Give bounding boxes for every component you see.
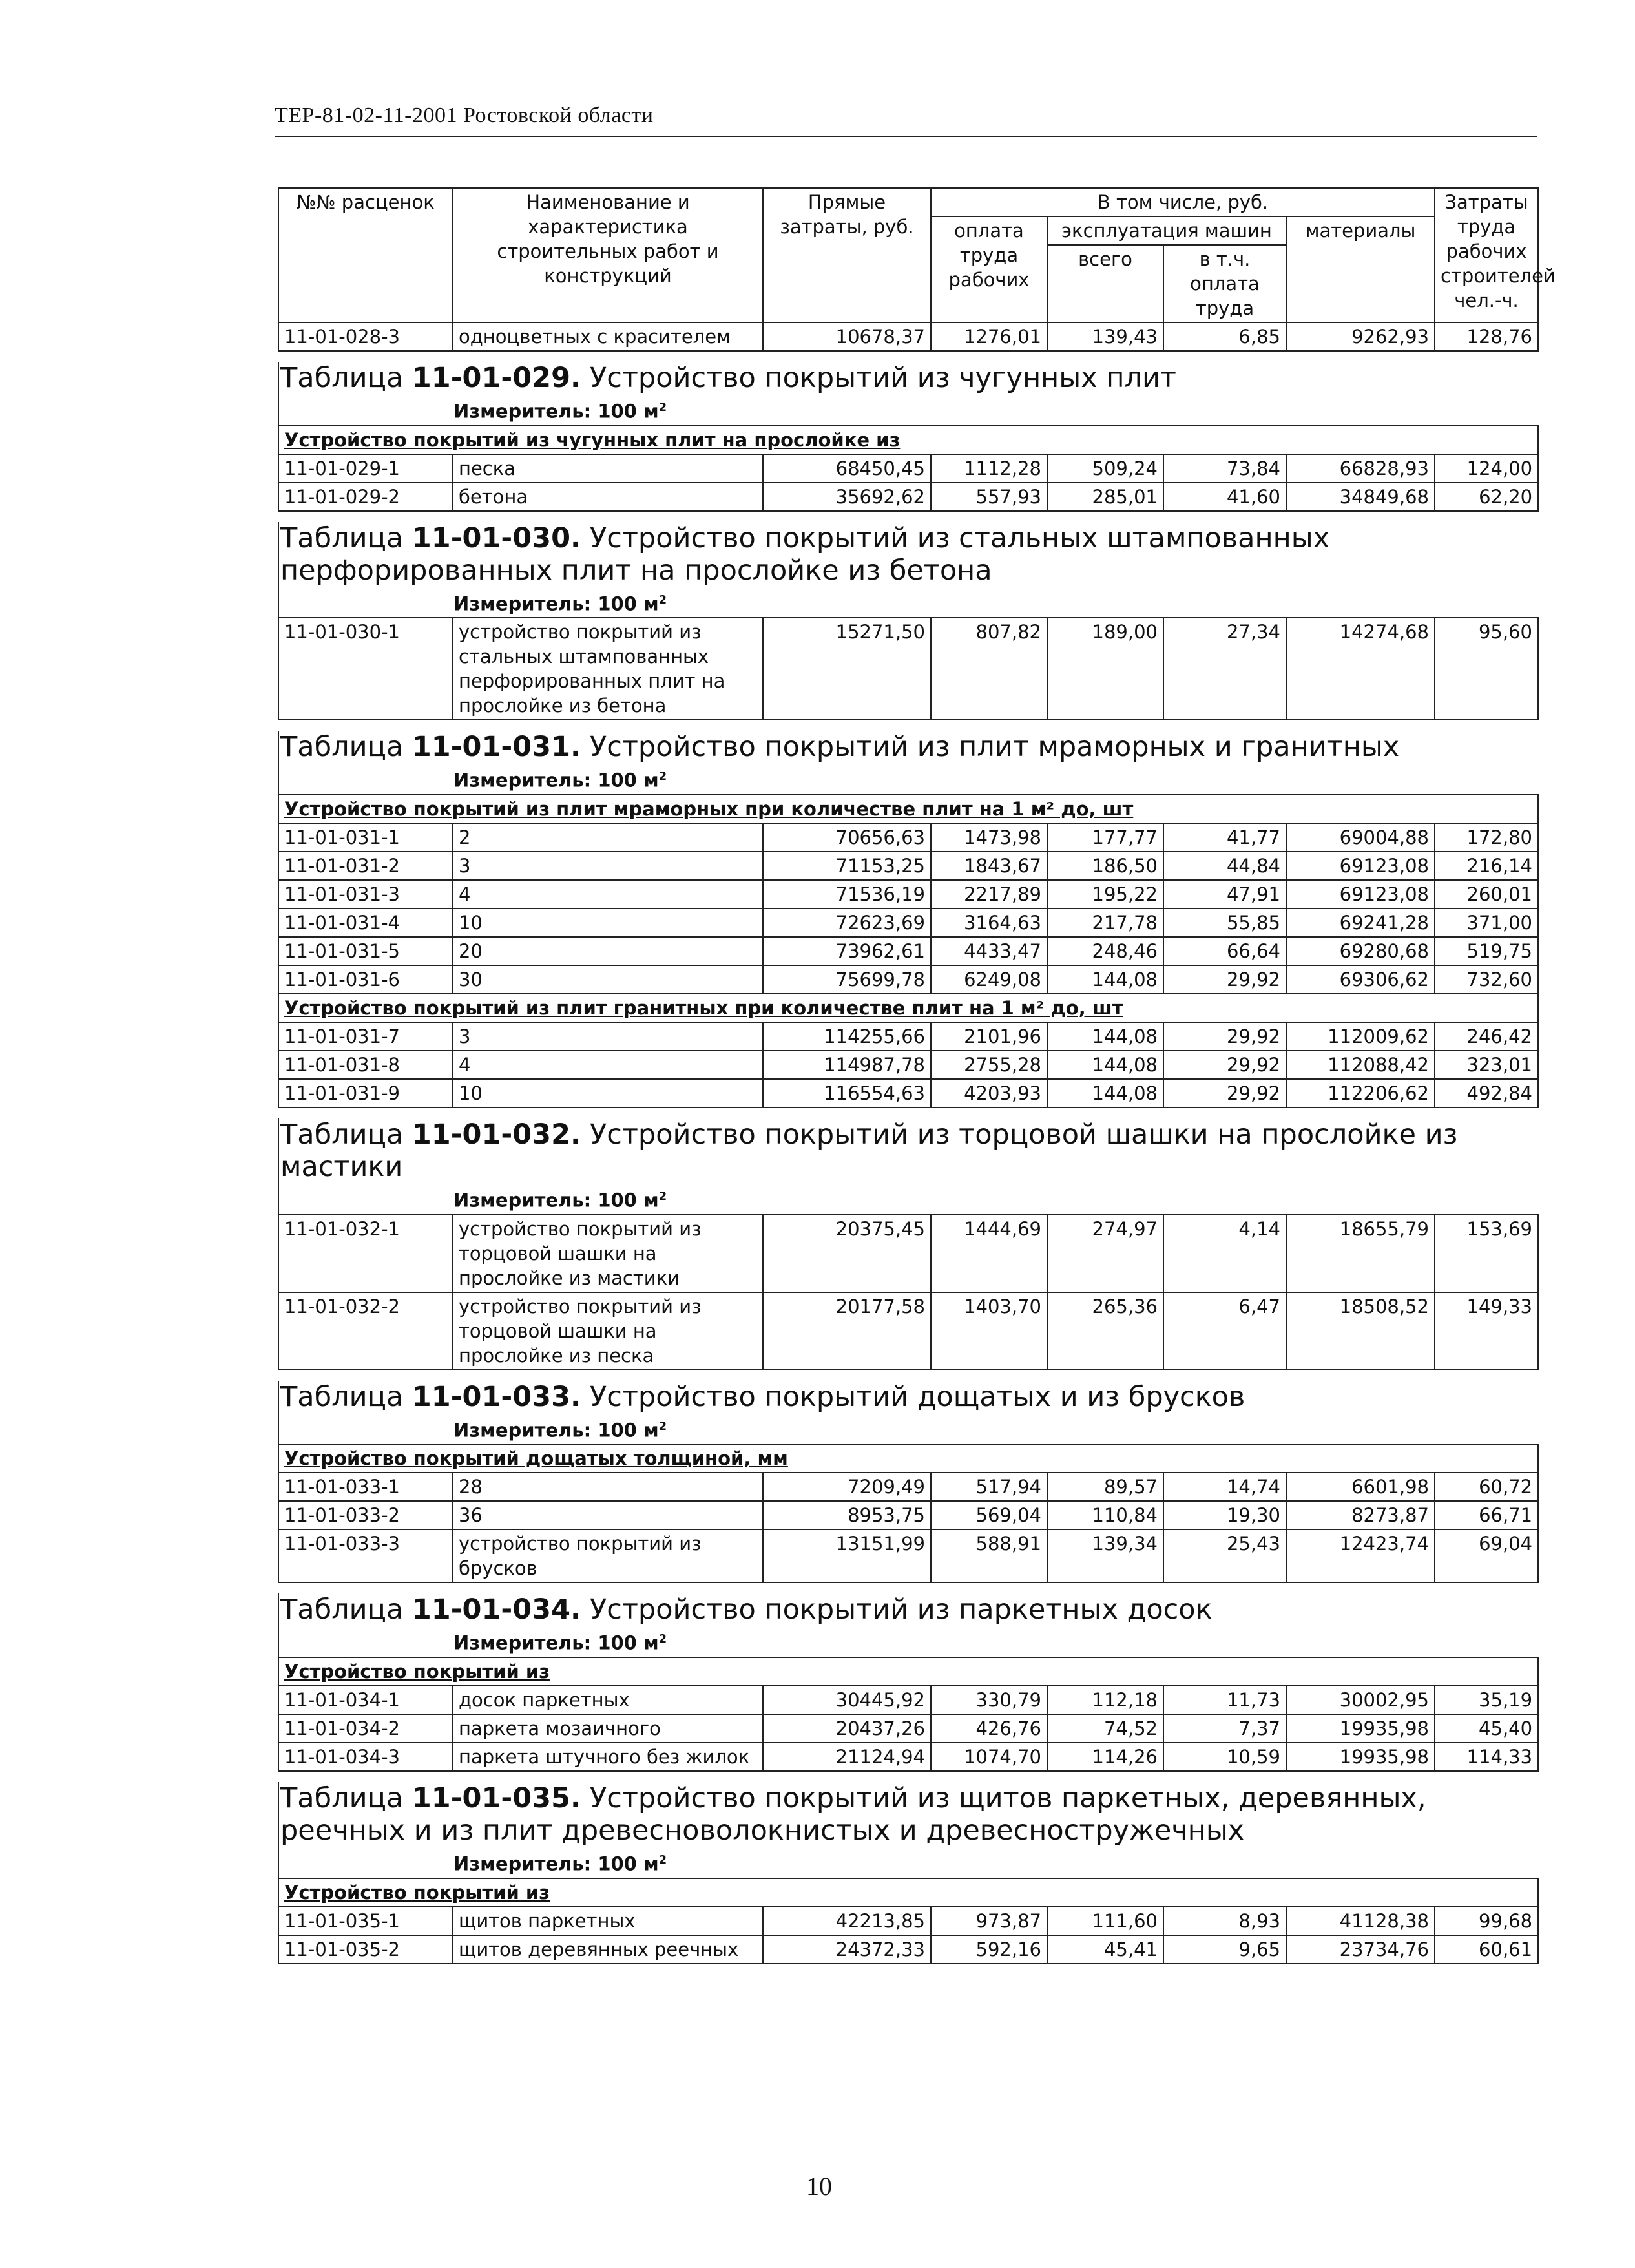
cell-wage: 807,82 [931, 618, 1047, 720]
cell-direct: 20177,58 [763, 1292, 931, 1370]
table-row [278, 823, 1538, 852]
cell-labor: 172,80 [1435, 823, 1538, 852]
cell-name: устройство покрытий из брусков [453, 1529, 763, 1582]
cell-direct: 24372,33 [763, 1935, 931, 1964]
cell-wage: 1473,98 [931, 823, 1047, 852]
cell-mat: 69123,08 [1286, 852, 1435, 880]
cell-mat: 41128,38 [1286, 1907, 1435, 1935]
cell-wage: 569,04 [931, 1501, 1047, 1529]
cell-mach: 509,24 [1047, 454, 1163, 483]
measure-unit: Измеритель: 100 $м^2$ [278, 1626, 1537, 1657]
cell-labor: 128,76 [1435, 322, 1538, 351]
table-row [278, 483, 1538, 511]
rate-table-section [278, 362, 1537, 512]
cell-wage: 6249,08 [931, 965, 1047, 994]
table-label: Таблица [280, 1781, 404, 1814]
group-subheading: Устройство покрытий из чугунных плит на прослойке из [278, 426, 1538, 454]
cell-mat: 18655,79 [1286, 1215, 1435, 1292]
cell-name: бетона [453, 483, 763, 511]
table-row [278, 1743, 1538, 1771]
page-header: ТЕР-81-02-11-2001 Ростовской области [275, 103, 654, 127]
table-label: Таблица [280, 521, 404, 554]
cell-mach_wage: 8,93 [1163, 1907, 1286, 1935]
group-subheading: Устройство покрытий из плит гранитных при количестве плит на 1 м² до, шт [278, 994, 1538, 1022]
cell-mach: 114,26 [1047, 1743, 1163, 1771]
table-row [278, 454, 1538, 483]
rate-table-section [278, 1782, 1537, 1964]
table-row [278, 1686, 1538, 1714]
cell-name: 3 [453, 1022, 763, 1051]
cell-mach_wage: 10,59 [1163, 1743, 1286, 1771]
cell-mach: 274,97 [1047, 1215, 1163, 1292]
cell-mat: 69280,68 [1286, 937, 1435, 965]
table-heading: Устройство покрытий дощатых и из брусков [590, 1380, 1245, 1413]
cell-wage: 3164,63 [931, 908, 1047, 937]
cell-mach: 144,08 [1047, 1051, 1163, 1079]
table-row [278, 1714, 1538, 1743]
rate-table [278, 1657, 1539, 1772]
cell-wage: 1276,01 [931, 322, 1047, 351]
rate-table-section [278, 1381, 1537, 1584]
table-heading: Устройство покрытий из чугунных плит [590, 362, 1176, 394]
cell-code: 11-01-034-1 [278, 1686, 453, 1714]
cell-name: щитов деревянных реечных [453, 1935, 763, 1964]
cell-mach_wage: 66,64 [1163, 937, 1286, 965]
cell-code: 11-01-028-3 [278, 322, 453, 351]
cell-name: песка [453, 454, 763, 483]
cell-labor: 114,33 [1435, 1743, 1538, 1771]
cell-mach_wage: 27,34 [1163, 618, 1286, 720]
cell-labor: 246,42 [1435, 1022, 1538, 1051]
cell-direct: 68450,45 [763, 454, 931, 483]
cell-code: 11-01-031-2 [278, 852, 453, 880]
rate-table [278, 617, 1539, 720]
cell-mach_wage: 9,65 [1163, 1935, 1286, 1964]
table-number: 11-01-035. [411, 1781, 581, 1814]
cell-name: устройство покрытий из торцовой шашки на прослойке из мастики [453, 1215, 763, 1292]
cell-wage: 2101,96 [931, 1022, 1047, 1051]
cell-wage: 1403,70 [931, 1292, 1047, 1370]
cell-name: досок паркетных [453, 1686, 763, 1714]
cell-code: 11-01-031-9 [278, 1079, 453, 1108]
cell-mach_wage: 29,92 [1163, 1022, 1286, 1051]
cell-mat: 69306,62 [1286, 965, 1435, 994]
table-row [278, 1473, 1538, 1501]
cell-mach_wage: 41,60 [1163, 483, 1286, 511]
cell-labor: 371,00 [1435, 908, 1538, 937]
table-number: 11-01-032. [411, 1118, 581, 1151]
cell-wage: 1112,28 [931, 454, 1047, 483]
cell-name: 2 [453, 823, 763, 852]
table-heading: Устройство покрытий из щитов паркетных, деревянных, реечных и из плит древесноволокнистых и древесностружечных [280, 1781, 1426, 1847]
cell-mach_wage: 6,85 [1163, 322, 1286, 351]
cell-mach_wage: 6,47 [1163, 1292, 1286, 1370]
group-subheading: Устройство покрытий из плит мраморных при количестве плит на 1 м² до, шт [278, 795, 1538, 823]
cell-direct: 114255,66 [763, 1022, 931, 1051]
cell-mach: 144,08 [1047, 1079, 1163, 1108]
cell-name: щитов паркетных [453, 1907, 763, 1935]
cell-mat: 69123,08 [1286, 880, 1435, 908]
table-row [278, 1501, 1538, 1529]
cell-mach_wage: 4,14 [1163, 1215, 1286, 1292]
table-label: Таблица [280, 1593, 404, 1626]
col-wage-header: оплата труда рабочих [931, 216, 1047, 322]
cell-direct: 15271,50 [763, 618, 931, 720]
cell-direct: 42213,85 [763, 1907, 931, 1935]
cell-labor: 124,00 [1435, 454, 1538, 483]
col-incl-header: В том числе, руб. [931, 188, 1435, 216]
col-machines-header: эксплуатация машин [1047, 216, 1286, 245]
cell-mach: 186,50 [1047, 852, 1163, 880]
cell-mach_wage: 25,43 [1163, 1529, 1286, 1582]
rate-table-section [278, 1593, 1537, 1772]
cell-labor: 69,04 [1435, 1529, 1538, 1582]
cell-mach: 45,41 [1047, 1935, 1163, 1964]
cell-direct: 70656,63 [763, 823, 931, 852]
cell-mach: 195,22 [1047, 880, 1163, 908]
table-row [278, 1022, 1538, 1051]
cell-direct: 75699,78 [763, 965, 931, 994]
cell-code: 11-01-033-1 [278, 1473, 453, 1501]
table-label: Таблица [280, 731, 404, 764]
cell-mat: 8273,87 [1286, 1501, 1435, 1529]
cell-wage: 592,16 [931, 1935, 1047, 1964]
rate-table [278, 794, 1539, 1108]
cell-labor: 66,71 [1435, 1501, 1538, 1529]
cell-mat: 34849,68 [1286, 483, 1435, 511]
cell-code: 11-01-030-1 [278, 618, 453, 720]
measure-unit: Измеритель: 100 $м^2$ [278, 763, 1537, 794]
table-row [278, 1935, 1538, 1964]
table-row [278, 1051, 1538, 1079]
table-row [278, 880, 1538, 908]
cell-direct: 13151,99 [763, 1529, 931, 1582]
table-row [278, 937, 1538, 965]
cell-code: 11-01-035-1 [278, 1907, 453, 1935]
cell-name: паркета штучного без жилок [453, 1743, 763, 1771]
cell-mach: 110,84 [1047, 1501, 1163, 1529]
cell-name: 36 [453, 1501, 763, 1529]
cell-mach_wage: 29,92 [1163, 965, 1286, 994]
table-title [278, 362, 1537, 394]
col-machines-wage-header: в т.ч. оплата труда [1163, 245, 1286, 322]
cell-direct: 35692,62 [763, 483, 931, 511]
cell-code: 11-01-029-2 [278, 483, 453, 511]
cell-code: 11-01-031-8 [278, 1051, 453, 1079]
cell-direct: 20437,26 [763, 1714, 931, 1743]
rate-table [278, 1214, 1539, 1370]
cell-labor: 62,20 [1435, 483, 1538, 511]
cell-mat: 14274,68 [1286, 618, 1435, 720]
cell-mat: 30002,95 [1286, 1686, 1435, 1714]
cell-mach_wage: 44,84 [1163, 852, 1286, 880]
col-name-header: Наименование и характеристика строительных работ и конструкций [453, 188, 763, 322]
cell-code: 11-01-033-3 [278, 1529, 453, 1582]
table-row [278, 852, 1538, 880]
cell-wage: 4203,93 [931, 1079, 1047, 1108]
cell-labor: 153,69 [1435, 1215, 1538, 1292]
page-number: 10 [806, 2172, 832, 2201]
tables-container [278, 362, 1537, 1964]
cell-mach_wage: 29,92 [1163, 1079, 1286, 1108]
cell-mat: 12423,74 [1286, 1529, 1435, 1582]
cell-mach: 189,00 [1047, 618, 1163, 720]
cell-labor: 260,01 [1435, 880, 1538, 908]
table-row [278, 1215, 1538, 1292]
cell-wage: 517,94 [931, 1473, 1047, 1501]
cell-code: 11-01-032-2 [278, 1292, 453, 1370]
cell-mach_wage: 29,92 [1163, 1051, 1286, 1079]
cell-name: устройство покрытий из стальных штампованных перфорированных плит на прослойке из бетона [453, 618, 763, 720]
cell-mach_wage: 19,30 [1163, 1501, 1286, 1529]
cell-labor: 45,40 [1435, 1714, 1538, 1743]
table-row [278, 1907, 1538, 1935]
cell-code: 11-01-032-1 [278, 1215, 453, 1292]
cell-mach_wage: 41,77 [1163, 823, 1286, 852]
cell-mach_wage: 55,85 [1163, 908, 1286, 937]
rate-table [278, 425, 1539, 512]
cell-direct: 10678,37 [763, 322, 931, 351]
col-machines-total-header: всего [1047, 245, 1163, 322]
cell-direct: 71536,19 [763, 880, 931, 908]
table-heading: Устройство покрытий из плит мраморных и гранитных [590, 731, 1400, 764]
cell-direct: 73962,61 [763, 937, 931, 965]
table-number: 11-01-030. [411, 521, 581, 554]
cell-code: 11-01-031-3 [278, 880, 453, 908]
cell-direct: 30445,92 [763, 1686, 931, 1714]
cell-labor: 519,75 [1435, 937, 1538, 965]
cell-mach: 265,36 [1047, 1292, 1163, 1370]
cell-wage: 330,79 [931, 1686, 1047, 1714]
table-number: 11-01-034. [411, 1593, 581, 1626]
cell-mat: 19935,98 [1286, 1743, 1435, 1771]
cell-labor: 95,60 [1435, 618, 1538, 720]
cell-direct: 116554,63 [763, 1079, 931, 1108]
table-heading: Устройство покрытий из паркетных досок [590, 1593, 1213, 1626]
rate-table-section [278, 731, 1537, 1108]
table-title [278, 1782, 1537, 1847]
table-row [278, 1292, 1538, 1370]
cell-name: устройство покрытий из торцовой шашки на прослойке из песка [453, 1292, 763, 1370]
cell-labor: 732,60 [1435, 965, 1538, 994]
cell-code: 11-01-034-2 [278, 1714, 453, 1743]
cell-direct: 20375,45 [763, 1215, 931, 1292]
cell-code: 11-01-031-6 [278, 965, 453, 994]
cell-name: 4 [453, 880, 763, 908]
cell-name: 4 [453, 1051, 763, 1079]
cell-direct: 71153,25 [763, 852, 931, 880]
cell-mat: 112088,42 [1286, 1051, 1435, 1079]
cell-mat: 69004,88 [1286, 823, 1435, 852]
cell-wage: 973,87 [931, 1907, 1047, 1935]
table-title [278, 1381, 1537, 1413]
table-title [278, 731, 1537, 763]
col-code-header: №№ расценок [278, 188, 453, 322]
cell-mach: 112,18 [1047, 1686, 1163, 1714]
cell-mach: 248,46 [1047, 937, 1163, 965]
cell-code: 11-01-034-3 [278, 1743, 453, 1771]
cell-name: 10 [453, 1079, 763, 1108]
table-number: 11-01-033. [411, 1380, 581, 1413]
cell-mach: 177,77 [1047, 823, 1163, 852]
cell-mach: 74,52 [1047, 1714, 1163, 1743]
cell-code: 11-01-033-2 [278, 1501, 453, 1529]
rate-table [278, 1444, 1539, 1583]
cell-mach_wage: 14,74 [1163, 1473, 1286, 1501]
cell-mach: 217,78 [1047, 908, 1163, 937]
cell-mach: 144,08 [1047, 1022, 1163, 1051]
cell-mat: 112009,62 [1286, 1022, 1435, 1051]
measure-unit: Измеритель: 100 $м^2$ [278, 394, 1537, 425]
cell-mat: 112206,62 [1286, 1079, 1435, 1108]
cell-code: 11-01-031-7 [278, 1022, 453, 1051]
col-direct-header: Прямые затраты, руб. [763, 188, 931, 322]
rate-table [278, 1878, 1539, 1964]
cell-wage: 557,93 [931, 483, 1047, 511]
cell-name: паркета мозаичного [453, 1714, 763, 1743]
column-header-table [278, 187, 1556, 352]
cell-name: 30 [453, 965, 763, 994]
cell-mat: 23734,76 [1286, 1935, 1435, 1964]
cell-wage: 2217,89 [931, 880, 1047, 908]
cell-labor: 492,84 [1435, 1079, 1538, 1108]
cell-mach: 139,34 [1047, 1529, 1163, 1582]
cell-direct: 114987,78 [763, 1051, 931, 1079]
table-title [278, 522, 1537, 587]
table-title [278, 1118, 1537, 1183]
table-label: Таблица [280, 1118, 404, 1151]
table-number: 11-01-029. [411, 362, 581, 394]
table-row [278, 965, 1538, 994]
header-rule [275, 136, 1537, 137]
cell-wage: 1444,69 [931, 1215, 1047, 1292]
cell-mat: 18508,52 [1286, 1292, 1435, 1370]
group-subheading: Устройство покрытий из [278, 1657, 1538, 1686]
cell-name: 10 [453, 908, 763, 937]
measure-unit: Измеритель: 100 $м^2$ [278, 1847, 1537, 1878]
cell-labor: 323,01 [1435, 1051, 1538, 1079]
table-row [278, 618, 1538, 720]
cell-wage: 2755,28 [931, 1051, 1047, 1079]
table-label: Таблица [280, 1380, 404, 1413]
cell-name: 28 [453, 1473, 763, 1501]
cell-mach_wage: 7,37 [1163, 1714, 1286, 1743]
measure-unit: Измеритель: 100 $м^2$ [278, 1183, 1537, 1214]
measure-unit: Измеритель: 100 $м^2$ [278, 1413, 1537, 1444]
group-subheading: Устройство покрытий из [278, 1878, 1538, 1907]
rate-table-section [278, 1118, 1537, 1370]
table-row [278, 1529, 1538, 1582]
cell-labor: 149,33 [1435, 1292, 1538, 1370]
cell-labor: 216,14 [1435, 852, 1538, 880]
cell-mat: 19935,98 [1286, 1714, 1435, 1743]
cell-wage: 426,76 [931, 1714, 1047, 1743]
cell-wage: 588,91 [931, 1529, 1047, 1582]
cell-mach: 144,08 [1047, 965, 1163, 994]
table-row [278, 322, 1538, 351]
cell-code: 11-01-031-5 [278, 937, 453, 965]
cell-code: 11-01-031-1 [278, 823, 453, 852]
cell-name: 20 [453, 937, 763, 965]
col-labor-header: Затраты труда рабочих строителей чел.-ч. [1435, 188, 1538, 322]
document-body [278, 187, 1556, 1964]
rate-table-section [278, 522, 1537, 721]
cell-name: одноцветных с красителем [453, 322, 763, 351]
table-title [278, 1593, 1537, 1626]
cell-wage: 4433,47 [931, 937, 1047, 965]
table-row [278, 908, 1538, 937]
cell-labor: 60,61 [1435, 1935, 1538, 1964]
cell-wage: 1074,70 [931, 1743, 1047, 1771]
col-materials-header: материалы [1286, 216, 1435, 322]
cell-mat: 66828,93 [1286, 454, 1435, 483]
cell-mach: 111,60 [1047, 1907, 1163, 1935]
table-heading: Устройство покрытий из стальных штампованных перфорированных плит на прослойке из бетона [280, 521, 1330, 587]
cell-code: 11-01-029-1 [278, 454, 453, 483]
cell-labor: 99,68 [1435, 1907, 1538, 1935]
cell-mat: 69241,28 [1286, 908, 1435, 937]
cell-direct: 21124,94 [763, 1743, 931, 1771]
table-row [278, 1079, 1538, 1108]
table-heading: Устройство покрытий из торцовой шашки на прослойке из мастики [280, 1118, 1458, 1183]
cell-mach_wage: 47,91 [1163, 880, 1286, 908]
measure-unit: Измеритель: 100 $м^2$ [278, 587, 1537, 618]
cell-mach: 285,01 [1047, 483, 1163, 511]
cell-mach: 89,57 [1047, 1473, 1163, 1501]
cell-mach_wage: 73,84 [1163, 454, 1286, 483]
cell-mat: 6601,98 [1286, 1473, 1435, 1501]
cell-direct: 8953,75 [763, 1501, 931, 1529]
cell-code: 11-01-031-4 [278, 908, 453, 937]
table-number: 11-01-031. [411, 731, 581, 764]
cell-direct: 7209,49 [763, 1473, 931, 1501]
cell-wage: 1843,67 [931, 852, 1047, 880]
table-label: Таблица [280, 362, 404, 394]
group-subheading: Устройство покрытий дощатых толщиной, мм [278, 1444, 1538, 1473]
cell-mach_wage: 11,73 [1163, 1686, 1286, 1714]
cell-mat: 9262,93 [1286, 322, 1435, 351]
cell-labor: 60,72 [1435, 1473, 1538, 1501]
cell-mach: 139,43 [1047, 322, 1163, 351]
cell-labor: 35,19 [1435, 1686, 1538, 1714]
cell-name: 3 [453, 852, 763, 880]
cell-code: 11-01-035-2 [278, 1935, 453, 1964]
cell-direct: 72623,69 [763, 908, 931, 937]
